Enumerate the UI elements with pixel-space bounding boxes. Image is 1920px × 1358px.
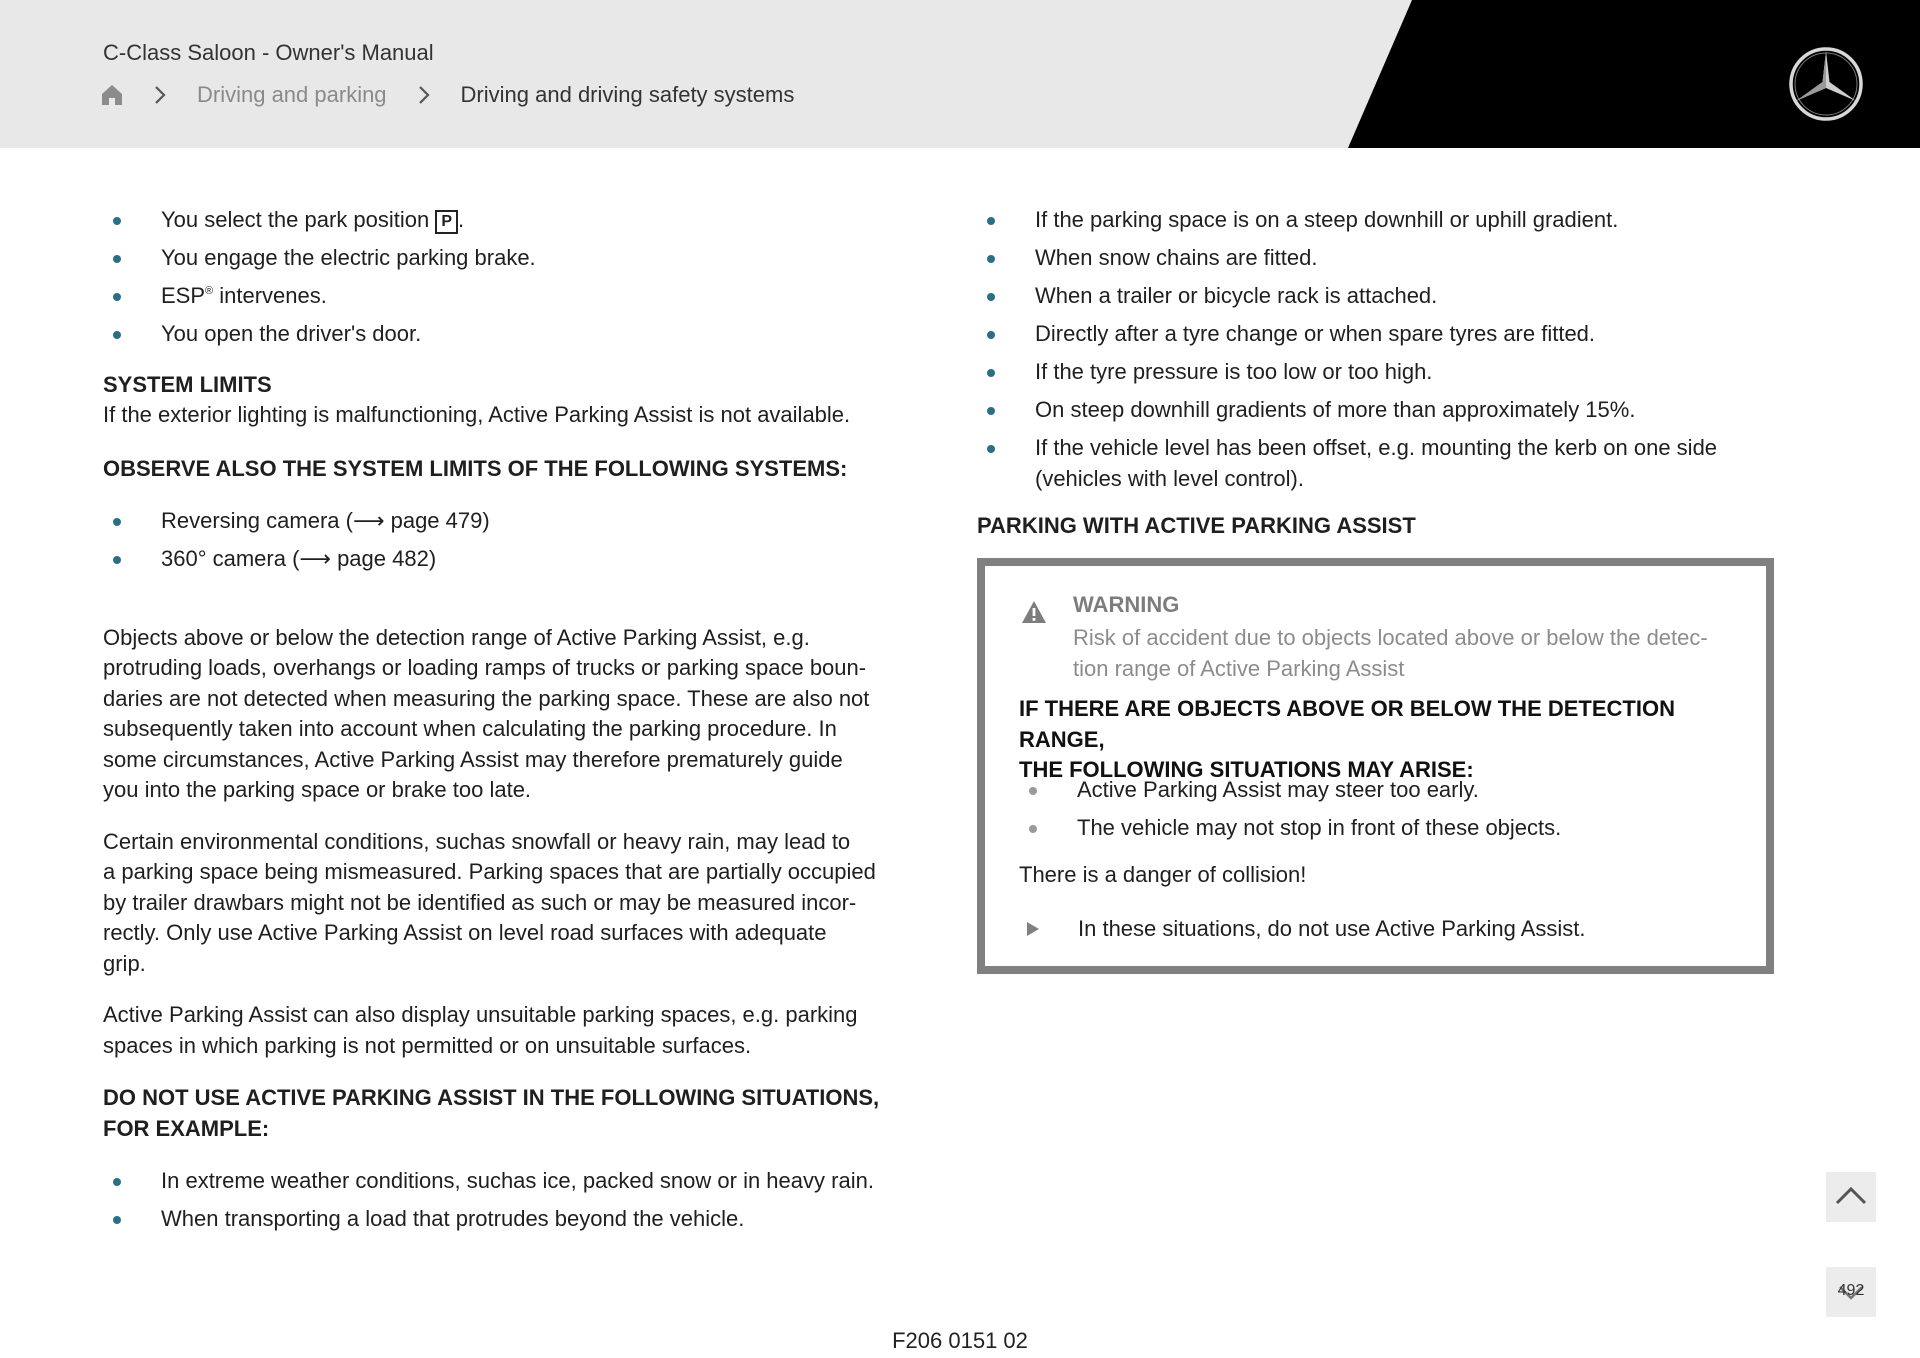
page-header xyxy=(0,0,1920,148)
list-item: You engage the electric parking brake. xyxy=(103,243,903,274)
list-item: If the tyre pressure is too low or too high. xyxy=(977,357,1797,388)
breadcrumb-item-driving-and-parking[interactable]: Driving and parking xyxy=(197,82,387,107)
chevron-up-icon xyxy=(1826,1172,1876,1222)
warning-triangle-icon xyxy=(1021,600,1047,624)
list-item: Directly after a tyre change or when spare tyres are fitted. xyxy=(977,319,1797,350)
left-column xyxy=(103,205,903,1242)
list-item: When snow chains are fitted. xyxy=(977,243,1797,274)
do-not-use-heading: DO NOT USE ACTIVE PARKING ASSIST IN THE FOLLOWING SITUATIONS, FOR EXAMPLE: xyxy=(103,1085,880,1141)
stop-conditions-list xyxy=(103,205,903,350)
breadcrumb-item-current: Driving and driving safety systems xyxy=(460,82,795,107)
warning-action-text: In these situations, do not use Active Parking Assist. xyxy=(1078,916,1586,941)
document-code: F206 0151 02 xyxy=(892,1328,1028,1353)
warning-action xyxy=(1019,916,1586,942)
page-number: 492 xyxy=(1837,1282,1865,1299)
list-item: On steep downhill gradients of more than approximately 15%. xyxy=(977,395,1797,426)
paragraph-detection-range: Objects above or below the detection range of Active Parking Assist, e.g. protruding loads, overhangs or loading ramps of trucks or parking space boun- daries are not detected when measuring the parking space. These are also not subsequently taken into account when calculating the parking procedure. In some circumstances, Active Parking Assist may therefore prematurely guide you into the parking space or brake too late. xyxy=(103,624,870,802)
breadcrumb xyxy=(101,82,794,108)
list-item[interactable]: Reversing camera (⟶ page 479) xyxy=(103,506,903,537)
right-column xyxy=(977,205,1797,542)
system-limits-heading: SYSTEM LIMITS xyxy=(103,371,272,397)
document-title: C-Class Saloon - Owner's Manual xyxy=(103,40,434,65)
paragraph-unsuitable-spaces: Active Parking Assist can also display unsuitable parking spaces, e.g. parking spaces in which parking is not permitted or on unsuitable surfaces. xyxy=(103,1002,858,1058)
list-item: In extreme weather conditions, suchas ice, packed snow or in heavy rain. xyxy=(103,1166,903,1197)
chevron-right-icon xyxy=(417,85,431,105)
list-item: If the parking space is on a steep downhill or uphill gradient. xyxy=(977,205,1797,236)
home-icon[interactable] xyxy=(101,84,123,106)
page-number-button[interactable] xyxy=(1826,1267,1876,1317)
list-item: ESP® intervenes. xyxy=(103,281,903,312)
do-not-use-list xyxy=(103,1166,903,1235)
parking-heading: PARKING WITH ACTIVE PARKING ASSIST xyxy=(977,513,1416,538)
warning-heading: IF THERE ARE OBJECTS ABOVE OR BELOW THE DETECTION RANGE, THE FOLLOWING SITUATIONS MAY ARISE: xyxy=(1019,696,1675,782)
park-position-key: P xyxy=(435,210,458,234)
warning-situations-list xyxy=(1019,775,1759,851)
list-item: The vehicle may not stop in front of these objects. xyxy=(1019,813,1759,844)
observe-list xyxy=(103,506,903,575)
list-item: When transporting a load that protrudes beyond the vehicle. xyxy=(103,1204,903,1235)
scroll-up-button[interactable] xyxy=(1826,1172,1876,1222)
warning-title: WARNING xyxy=(1073,592,1180,617)
chevron-right-icon xyxy=(153,85,167,105)
unsuitable-situations-list xyxy=(977,205,1797,494)
list-item[interactable]: 360° camera (⟶ page 482) xyxy=(103,544,903,575)
three-pointed-star-logo-icon xyxy=(1788,46,1864,122)
header-black-panel xyxy=(0,0,1920,148)
list-item: When a trailer or bicycle rack is attached. xyxy=(977,281,1797,312)
play-triangle-icon xyxy=(1027,922,1039,936)
list-item: You select the park position P . xyxy=(103,205,903,236)
list-item: Active Parking Assist may steer too early. xyxy=(1019,775,1759,806)
warning-subtitle: Risk of accident due to objects located above or below the detec- tion range of Active Parking Assist xyxy=(1073,625,1708,681)
system-limits-text: If the exterior lighting is malfunctioning, Active Parking Assist is not available. xyxy=(103,402,851,427)
warning-box xyxy=(977,558,1774,974)
list-item: You open the driver's door. xyxy=(103,319,903,350)
observe-heading: OBSERVE ALSO THE SYSTEM LIMITS OF THE FOLLOWING SYSTEMS: xyxy=(103,455,848,481)
list-item: If the vehicle level has been offset, e.g. mounting the kerb on one side (vehicles with level control). xyxy=(977,433,1797,494)
paragraph-environmental-conditions: Certain environmental conditions, suchas snowfall or heavy rain, may lead to a parking space being mismeasured. Parking spaces that are partially occupied by trailer drawbars might not be identified as such or may be measured incor- rectly. Only use Active Parking Assist on level road surfaces with adequate grip. xyxy=(103,828,876,976)
warning-danger-text: There is a danger of collision! xyxy=(1019,862,1307,887)
